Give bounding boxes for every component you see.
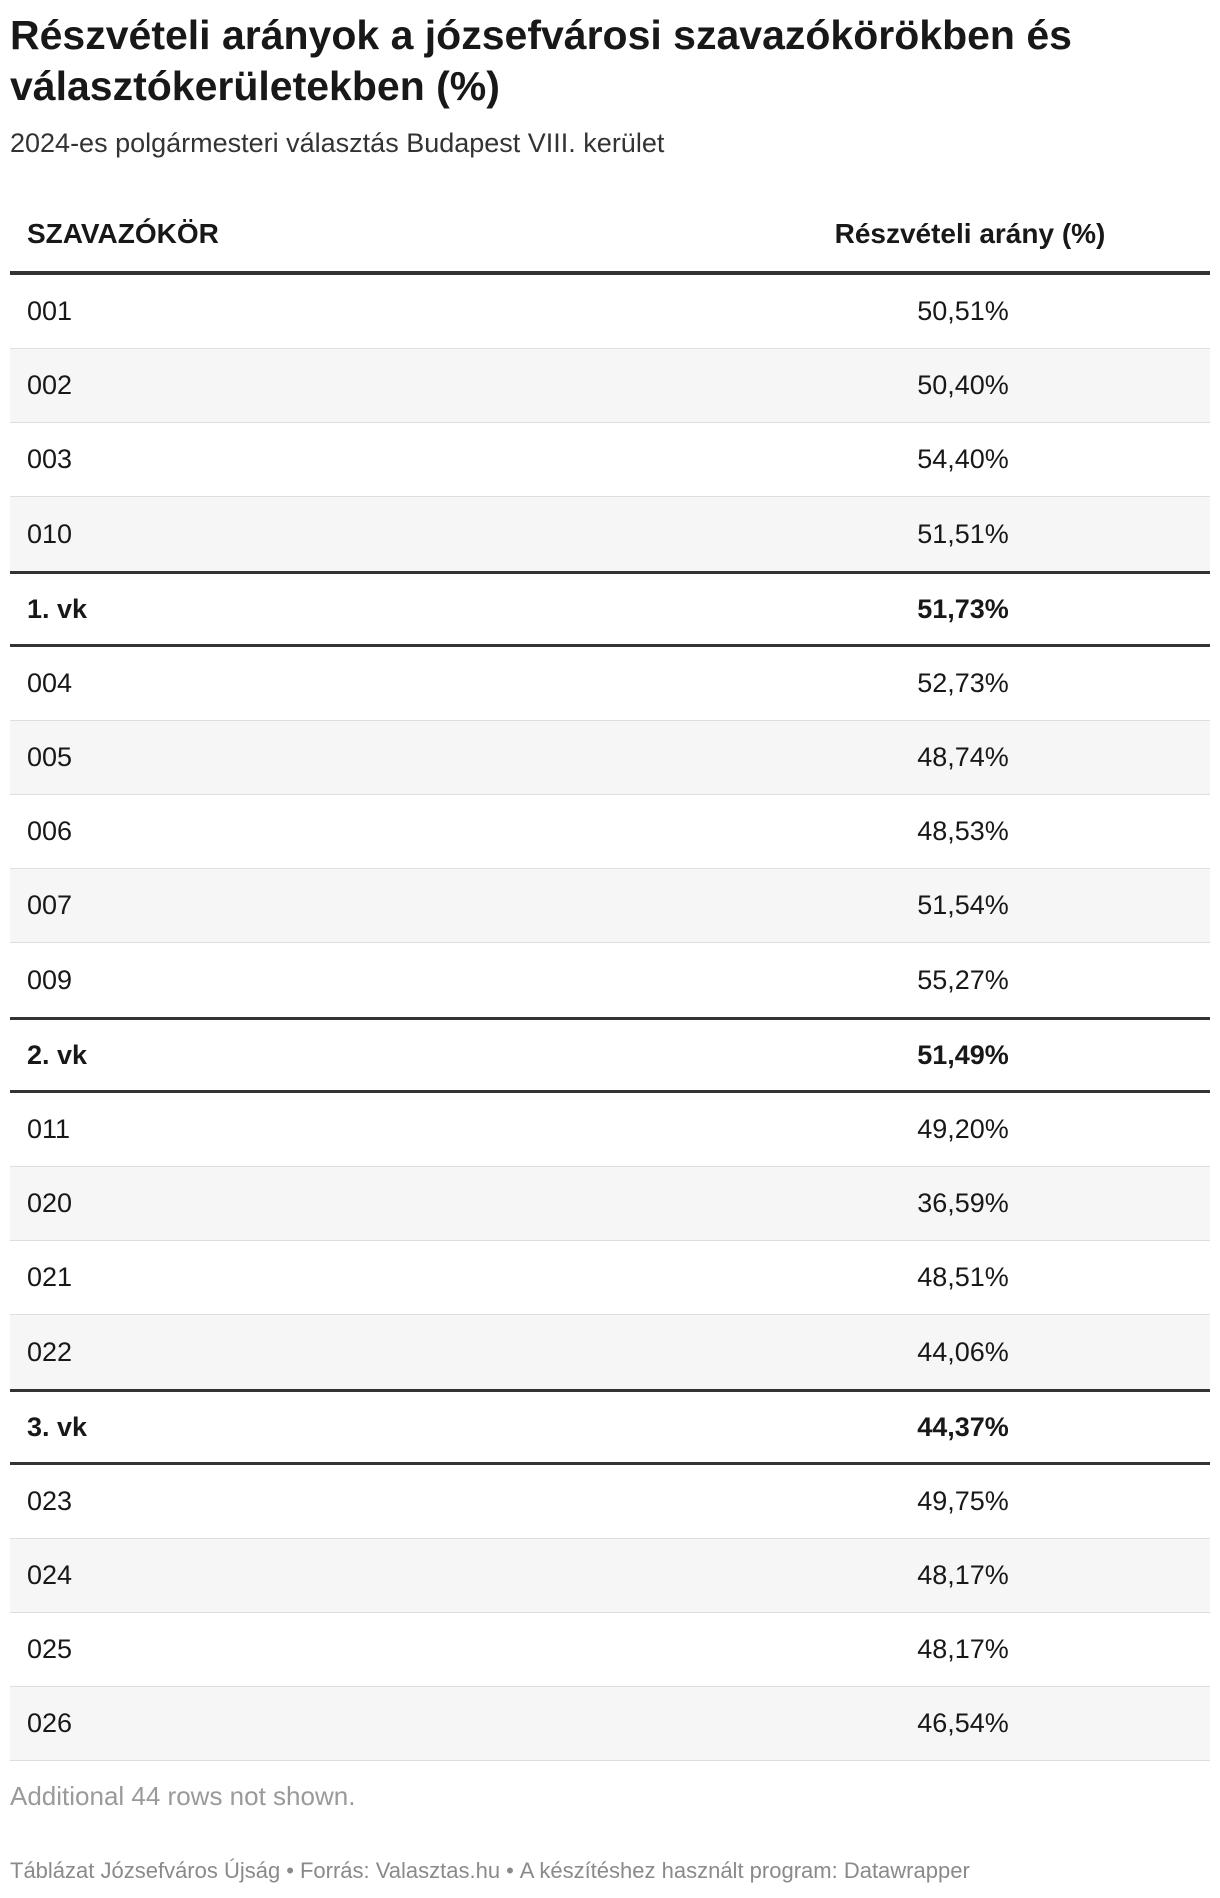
turnout-value-cell: 48,74% [917,742,1009,772]
precinct-name-cell: 009 [27,964,73,995]
turnout-value-cell: 46,54% [917,1708,1009,1738]
precinct-name-cell: 006 [27,816,73,846]
precinct-name-cell: 026 [27,1708,73,1738]
table-row [10,1241,1210,1315]
precinct-name-cell: 004 [27,668,73,698]
turnout-value-cell: 48,17% [917,1560,1009,1590]
turnout-value-cell: 49,20% [917,1114,1009,1144]
turnout-value-cell: 44,06% [917,1336,1009,1367]
turnout-value-cell: 51,51% [917,518,1009,549]
turnout-value-cell: 48,53% [917,816,1009,846]
rows-not-shown-note: Additional 44 rows not shown. [10,1781,356,1811]
precinct-name-cell: 011 [27,1114,71,1144]
turnout-value-cell: 54,40% [917,444,1009,474]
precinct-name-cell: 024 [27,1560,73,1590]
footer-separator: • [286,1858,294,1883]
turnout-value-cell: 48,17% [917,1634,1009,1664]
turnout-value-cell: 50,40% [917,370,1009,400]
turnout-value-cell: 51,73% [917,593,1009,624]
table-row [10,423,1210,497]
turnout-value-cell: 44,37% [917,1411,1009,1442]
footer-separator: • [506,1858,514,1883]
table-summary-row [10,571,1210,647]
table-row [10,1613,1210,1687]
precinct-name-cell: 005 [27,742,73,772]
table-header [10,196,1210,275]
page-subtitle: 2024-es polgármesteri választás Budapest VIII. kerület [10,128,665,158]
precinct-name-cell: 001 [27,296,73,326]
district-name-cell: 2. vk [27,1039,88,1070]
turnout-value-cell: 51,54% [917,890,1009,920]
turnout-value-cell: 55,27% [917,964,1009,995]
turnout-value-cell: 52,73% [917,668,1009,698]
data-table [10,196,1210,1761]
table-row [10,943,1210,1017]
table-row [10,869,1210,943]
footer-tool[interactable]: A készítéshez használt program: Datawrapper [519,1858,970,1883]
precinct-name-cell: 007 [27,890,73,920]
table-row [10,497,1210,571]
footer-table-by: Táblázat Józsefváros Újság [10,1858,281,1883]
table-row [10,795,1210,869]
table-body [10,275,1210,1761]
turnout-value-cell: 36,59% [917,1188,1009,1218]
footer-source[interactable]: Forrás: Valasztas.hu [299,1858,501,1883]
turnout-value-cell: 49,75% [917,1486,1009,1516]
table-summary-row [10,1017,1210,1093]
table-row [10,1539,1210,1613]
table-row [10,1687,1210,1761]
district-name-cell: 1. vk [27,593,88,624]
table-row [10,721,1210,795]
table-row [10,349,1210,423]
table-row [10,647,1210,721]
district-name-cell: 3. vk [27,1411,88,1442]
precinct-name-cell: 022 [27,1336,73,1367]
page-title: Részvételi arányok a józsefvárosi szavazókörökben és választókerületekben (%) [10,12,1072,109]
precinct-name-cell: 023 [27,1486,73,1516]
table-row [10,1093,1210,1167]
precinct-name-cell: 002 [27,370,73,400]
turnout-value-cell: 50,51% [917,296,1009,326]
table-row [10,1465,1210,1539]
turnout-value-cell: 51,49% [917,1039,1009,1070]
table-summary-row [10,1389,1210,1465]
column-header-szavazokor[interactable]: SZAVAZÓKÖR [27,217,219,249]
precinct-name-cell: 021 [27,1262,73,1292]
table-row [10,1167,1210,1241]
precinct-name-cell: 003 [27,444,73,474]
column-header-reszveteli-arany[interactable]: Részvételi arány (%) [834,217,1106,249]
precinct-name-cell: 025 [27,1634,73,1664]
table-row [10,275,1210,349]
table-row [10,1315,1210,1389]
precinct-name-cell: 020 [27,1188,73,1218]
precinct-name-cell: 010 [27,518,73,549]
turnout-value-cell: 48,51% [917,1262,1009,1292]
footer-credits [10,1858,1210,1884]
